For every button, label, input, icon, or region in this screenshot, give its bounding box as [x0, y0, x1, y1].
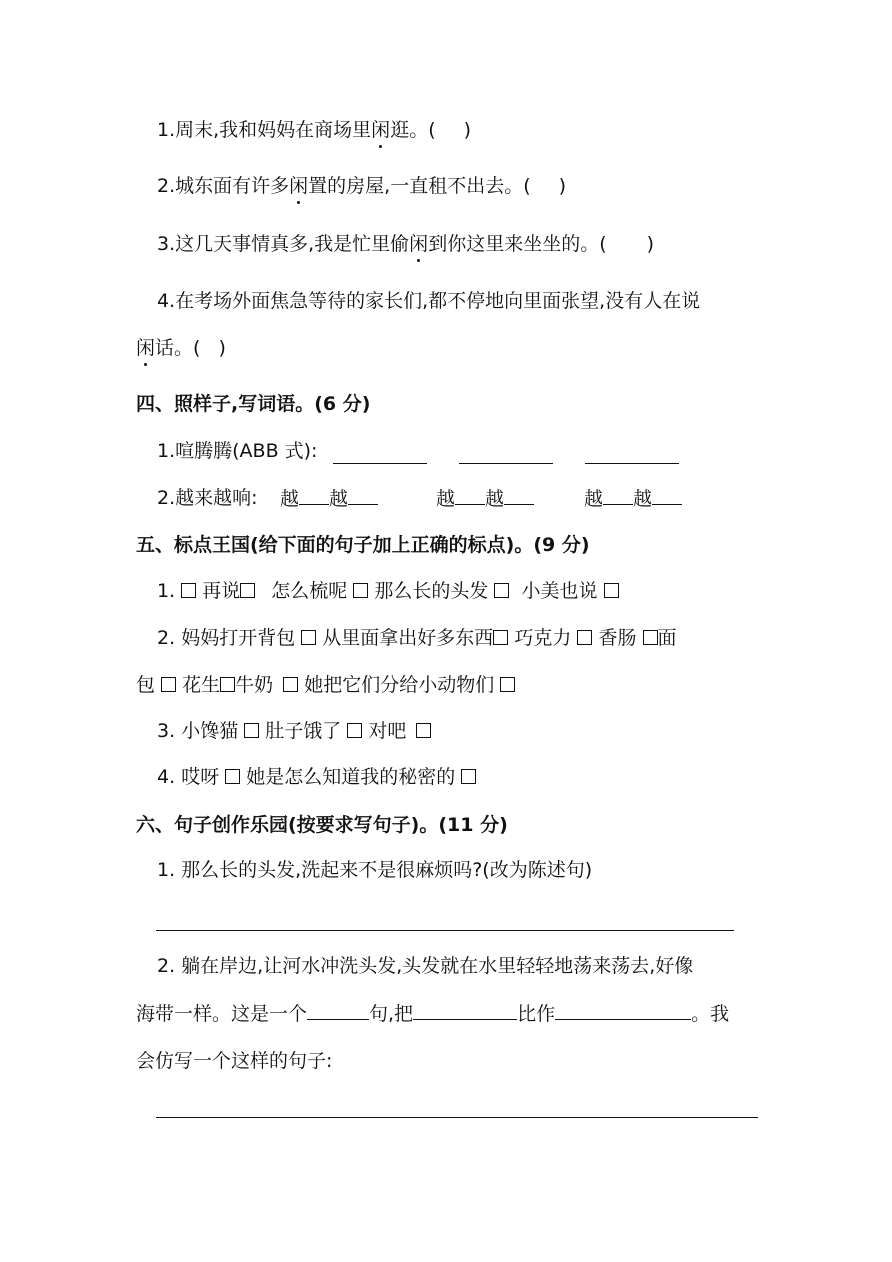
- punctuation-box[interactable]: [220, 677, 235, 692]
- answer-blank[interactable]: [348, 486, 378, 505]
- answer-blank[interactable]: [299, 486, 329, 505]
- section-6-heading: 六、句子创作乐园(按要求写句子)。(11 分): [136, 814, 508, 836]
- question-5-2-line1: 2. 妈妈打开背包 从里面拿出好多东西 巧克力 香肠 面: [157, 627, 677, 649]
- question-6-2-line3: 会仿写一个这样的句子:: [136, 1050, 333, 1072]
- punctuation-box[interactable]: [461, 769, 476, 784]
- punctuation-box[interactable]: [301, 630, 316, 645]
- answer-line[interactable]: [156, 1117, 758, 1118]
- answer-blank[interactable]: [413, 1001, 517, 1020]
- punctuation-box[interactable]: [225, 769, 240, 784]
- pattern-group-2: 越 越: [436, 486, 534, 511]
- answer-blank[interactable]: [307, 1001, 369, 1020]
- question-6-2-line2: 海带一样。这是一个 句,把 比作 。我: [136, 1003, 730, 1025]
- pattern-group-3: 越 越: [584, 486, 682, 511]
- emphasis-char: 闲: [409, 233, 429, 255]
- punctuation-box[interactable]: [604, 583, 619, 598]
- punctuation-box[interactable]: [240, 583, 255, 598]
- question-3-4-line1: 4.在考场外面焦急等待的家长们,都不停地向里面张望,没有人在说: [157, 290, 701, 312]
- pattern-group-1: 越 越: [280, 486, 378, 511]
- answer-blank[interactable]: [455, 486, 485, 505]
- answer-blank[interactable]: [555, 1001, 691, 1020]
- answer-line[interactable]: [585, 463, 679, 464]
- punctuation-box[interactable]: [416, 723, 431, 738]
- emphasis-char: 闲: [371, 119, 391, 141]
- question-5-4: 4. 哎呀 她是怎么知道我的秘密的: [157, 765, 476, 789]
- punctuation-box[interactable]: [283, 677, 298, 692]
- section-4-heading: 四、照样子,写词语。(6 分): [136, 393, 371, 415]
- punctuation-box[interactable]: [577, 630, 592, 645]
- question-4-1: 1.喧腾腾(ABB 式):: [157, 440, 318, 462]
- answer-line[interactable]: [333, 463, 427, 464]
- punctuation-box[interactable]: [643, 630, 658, 645]
- answer-blank[interactable]: [652, 486, 682, 505]
- emphasis-char: 闲: [136, 337, 156, 359]
- section-5-heading: 五、标点王国(给下面的句子加上正确的标点)。(9 分): [136, 534, 590, 556]
- question-4-2-label: 2.越来越响:: [157, 487, 258, 509]
- punctuation-box[interactable]: [493, 630, 508, 645]
- punctuation-box[interactable]: [347, 723, 362, 738]
- question-3-2: 2.城东面有许多闲置的房屋,一直租不出去。( ): [157, 175, 567, 197]
- question-3-4-line2: 闲话。( ): [136, 337, 226, 359]
- answer-blank[interactable]: [504, 486, 534, 505]
- punctuation-box[interactable]: [244, 723, 259, 738]
- punctuation-box[interactable]: [353, 583, 368, 598]
- punctuation-box[interactable]: [500, 677, 515, 692]
- answer-line[interactable]: [156, 930, 734, 931]
- question-5-1: 1. 再说 怎么梳呢 那么长的头发 小美也说: [157, 579, 619, 603]
- punctuation-box[interactable]: [181, 583, 196, 598]
- answer-blank[interactable]: [603, 486, 633, 505]
- question-5-2-line2: 包 花生 牛奶 她把它们分给小动物们: [136, 673, 515, 697]
- question-6-1: 1. 那么长的头发,洗起来不是很麻烦吗?(改为陈述句): [157, 859, 593, 881]
- question-3-3: 3.这几天事情真多,我是忙里偷闲到你这里来坐坐的。( ): [157, 233, 655, 255]
- question-5-3: 3. 小馋猫 肚子饿了 对吧: [157, 719, 431, 743]
- answer-line[interactable]: [459, 463, 553, 464]
- question-3-1: 1.周末,我和妈妈在商场里闲逛。( ): [157, 119, 472, 141]
- punctuation-box[interactable]: [494, 583, 509, 598]
- question-6-2-line1: 2. 躺在岸边,让河水冲洗头发,头发就在水里轻轻地荡来荡去,好像: [157, 955, 694, 977]
- emphasis-char: 闲: [289, 175, 309, 197]
- punctuation-box[interactable]: [161, 677, 176, 692]
